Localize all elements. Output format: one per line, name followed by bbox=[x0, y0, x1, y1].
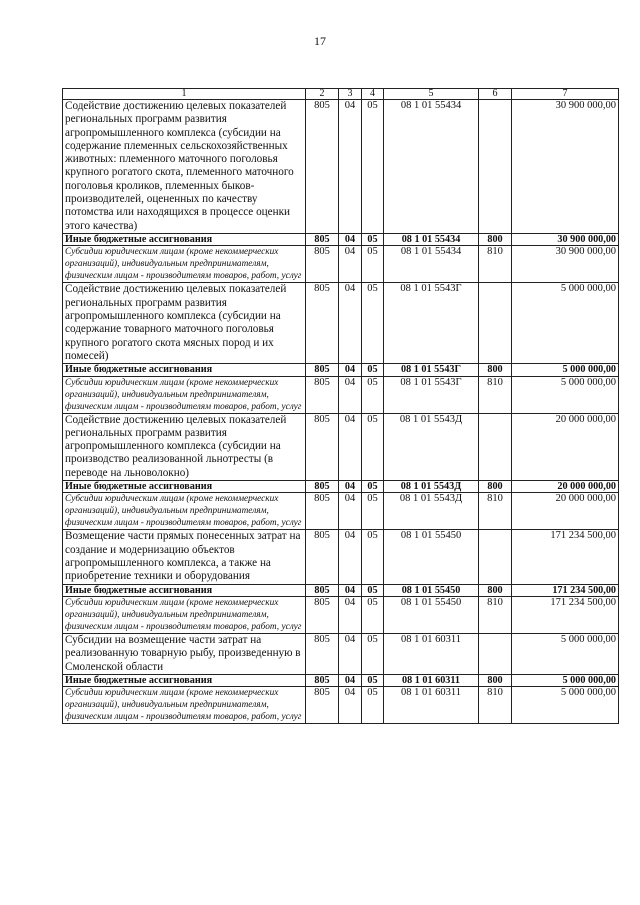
column-header-row bbox=[63, 89, 619, 100]
subsection-code-cell: 05 bbox=[362, 481, 384, 493]
amount-cell: 5 000 000,00 bbox=[512, 634, 619, 675]
section-code-cell: 04 bbox=[339, 687, 362, 724]
column-header: 3 bbox=[339, 89, 362, 100]
subsidy-row bbox=[63, 493, 619, 530]
section-code-cell: 04 bbox=[339, 100, 362, 234]
target-article-cell: 08 1 01 55434 bbox=[384, 233, 479, 245]
expense-item-row bbox=[63, 100, 619, 234]
subsection-code-cell: 05 bbox=[362, 413, 384, 480]
expense-type-cell bbox=[479, 413, 512, 480]
ministry-code-cell: 805 bbox=[306, 283, 339, 364]
description-cell: Субсидии юридическим лицам (кроме некоммерческих организаций), индивидуальным предпринимателям, физическим лицам - производителям товаров, работ, услуг bbox=[63, 493, 306, 530]
target-article-cell: 08 1 01 5543Д bbox=[384, 413, 479, 480]
target-article-cell: 08 1 01 60311 bbox=[384, 634, 479, 675]
target-article-cell: 08 1 01 60311 bbox=[384, 687, 479, 724]
section-code-cell: 04 bbox=[339, 530, 362, 584]
column-header: 6 bbox=[479, 89, 512, 100]
expense-type-cell: 810 bbox=[479, 376, 512, 413]
description-cell: Содействие достижению целевых показателей региональных программ развития агропромышленного комплекса (субсидии на содержание племенных сельскохозяйственных животных: племенного маточного поголовья крупного рогатого скота, племенного маточного поголовья кроликов, племенных быков-производителей, оцененных по качеству потомства или находящихся в процессе оценки этого качества) bbox=[63, 100, 306, 234]
target-article-cell: 08 1 01 5543Д bbox=[384, 481, 479, 493]
subsection-code-cell: 05 bbox=[362, 246, 384, 283]
description-cell: Субсидии юридическим лицам (кроме некоммерческих организаций), индивидуальным предпринимателям, физическим лицам - производителям товаров, работ, услуг bbox=[63, 597, 306, 634]
expense-type-cell bbox=[479, 283, 512, 364]
expense-type-cell: 810 bbox=[479, 493, 512, 530]
target-article-cell: 08 1 01 55434 bbox=[384, 100, 479, 234]
amount-cell: 171 234 500,00 bbox=[512, 584, 619, 596]
ministry-code-cell: 805 bbox=[306, 597, 339, 634]
section-code-cell: 04 bbox=[339, 584, 362, 596]
other-allocations-row bbox=[63, 481, 619, 493]
expense-type-cell bbox=[479, 530, 512, 584]
ministry-code-cell: 805 bbox=[306, 530, 339, 584]
description-cell: Иные бюджетные ассигнования bbox=[63, 584, 306, 596]
other-allocations-row bbox=[63, 584, 619, 596]
description-cell: Субсидии на возмещение части затрат на реализованную товарную рыбу, произведенную в Смоленской области bbox=[63, 634, 306, 675]
column-header: 5 bbox=[384, 89, 479, 100]
description-cell: Иные бюджетные ассигнования bbox=[63, 674, 306, 686]
amount-cell: 30 900 000,00 bbox=[512, 246, 619, 283]
subsidy-row bbox=[63, 597, 619, 634]
column-header: 7 bbox=[512, 89, 619, 100]
subsidy-row bbox=[63, 687, 619, 724]
section-code-cell: 04 bbox=[339, 597, 362, 634]
section-code-cell: 04 bbox=[339, 364, 362, 376]
subsection-code-cell: 05 bbox=[362, 674, 384, 686]
amount-cell: 30 900 000,00 bbox=[512, 233, 619, 245]
column-header: 2 bbox=[306, 89, 339, 100]
column-header: 4 bbox=[362, 89, 384, 100]
section-code-cell: 04 bbox=[339, 376, 362, 413]
ministry-code-cell: 805 bbox=[306, 246, 339, 283]
amount-cell: 30 900 000,00 bbox=[512, 100, 619, 234]
other-allocations-row bbox=[63, 674, 619, 686]
target-article-cell: 08 1 01 55450 bbox=[384, 597, 479, 634]
other-allocations-row bbox=[63, 233, 619, 245]
target-article-cell: 08 1 01 60311 bbox=[384, 674, 479, 686]
subsection-code-cell: 05 bbox=[362, 233, 384, 245]
expense-type-cell: 800 bbox=[479, 364, 512, 376]
description-cell: Содействие достижению целевых показателей региональных программ развития агропромышленного комплекса (субсидии на производство реализованной льнотресты (в переводе на льноволокно) bbox=[63, 413, 306, 480]
ministry-code-cell: 805 bbox=[306, 584, 339, 596]
subsection-code-cell: 05 bbox=[362, 687, 384, 724]
ministry-code-cell: 805 bbox=[306, 100, 339, 234]
expense-type-cell: 800 bbox=[479, 674, 512, 686]
expense-type-cell: 810 bbox=[479, 246, 512, 283]
ministry-code-cell: 805 bbox=[306, 364, 339, 376]
amount-cell: 5 000 000,00 bbox=[512, 376, 619, 413]
expense-item-row bbox=[63, 634, 619, 675]
budget-table bbox=[62, 88, 619, 724]
section-code-cell: 04 bbox=[339, 634, 362, 675]
description-cell: Содействие достижению целевых показателей региональных программ развития агропромышленного комплекса (субсидии на содержание товарного маточного поголовья крупного рогатого скота мясных пород и их помесей) bbox=[63, 283, 306, 364]
ministry-code-cell: 805 bbox=[306, 376, 339, 413]
target-article-cell: 08 1 01 55450 bbox=[384, 530, 479, 584]
target-article-cell: 08 1 01 55434 bbox=[384, 246, 479, 283]
expense-type-cell bbox=[479, 634, 512, 675]
subsection-code-cell: 05 bbox=[362, 584, 384, 596]
amount-cell: 20 000 000,00 bbox=[512, 413, 619, 480]
amount-cell: 5 000 000,00 bbox=[512, 674, 619, 686]
expense-item-row bbox=[63, 283, 619, 364]
section-code-cell: 04 bbox=[339, 413, 362, 480]
page-number: 17 bbox=[314, 34, 326, 48]
expense-item-row bbox=[63, 530, 619, 584]
expense-type-cell: 800 bbox=[479, 584, 512, 596]
ministry-code-cell: 805 bbox=[306, 634, 339, 675]
subsidy-row bbox=[63, 246, 619, 283]
section-code-cell: 04 bbox=[339, 674, 362, 686]
amount-cell: 5 000 000,00 bbox=[512, 687, 619, 724]
description-cell: Иные бюджетные ассигнования bbox=[63, 364, 306, 376]
expense-type-cell: 800 bbox=[479, 481, 512, 493]
ministry-code-cell: 805 bbox=[306, 493, 339, 530]
subsection-code-cell: 05 bbox=[362, 597, 384, 634]
column-header: 1 bbox=[63, 89, 306, 100]
expense-type-cell: 810 bbox=[479, 687, 512, 724]
subsection-code-cell: 05 bbox=[362, 634, 384, 675]
subsection-code-cell: 05 bbox=[362, 100, 384, 234]
description-cell: Субсидии юридическим лицам (кроме некоммерческих организаций), индивидуальным предпринимателям, физическим лицам - производителям товаров, работ, услуг bbox=[63, 246, 306, 283]
target-article-cell: 08 1 01 5543Г bbox=[384, 364, 479, 376]
description-cell: Субсидии юридическим лицам (кроме некоммерческих организаций), индивидуальным предпринимателям, физическим лицам - производителям товаров, работ, услуг bbox=[63, 687, 306, 724]
section-code-cell: 04 bbox=[339, 246, 362, 283]
amount-cell: 171 234 500,00 bbox=[512, 530, 619, 584]
expense-item-row bbox=[63, 413, 619, 480]
ministry-code-cell: 805 bbox=[306, 413, 339, 480]
ministry-code-cell: 805 bbox=[306, 687, 339, 724]
expense-type-cell: 800 bbox=[479, 233, 512, 245]
ministry-code-cell: 805 bbox=[306, 233, 339, 245]
target-article-cell: 08 1 01 5543Г bbox=[384, 283, 479, 364]
amount-cell: 171 234 500,00 bbox=[512, 597, 619, 634]
description-cell: Иные бюджетные ассигнования bbox=[63, 233, 306, 245]
expense-type-cell bbox=[479, 100, 512, 234]
target-article-cell: 08 1 01 55450 bbox=[384, 584, 479, 596]
subsection-code-cell: 05 bbox=[362, 493, 384, 530]
subsection-code-cell: 05 bbox=[362, 376, 384, 413]
description-cell: Возмещение части прямых понесенных затрат на создание и модернизацию объектов агропромышленного комплекса, а также на приобретение техники и оборудования bbox=[63, 530, 306, 584]
expense-type-cell: 810 bbox=[479, 597, 512, 634]
subsection-code-cell: 05 bbox=[362, 283, 384, 364]
description-cell: Субсидии юридическим лицам (кроме некоммерческих организаций), индивидуальным предпринимателям, физическим лицам - производителям товаров, работ, услуг bbox=[63, 376, 306, 413]
other-allocations-row bbox=[63, 364, 619, 376]
amount-cell: 20 000 000,00 bbox=[512, 481, 619, 493]
amount-cell: 20 000 000,00 bbox=[512, 493, 619, 530]
ministry-code-cell: 805 bbox=[306, 481, 339, 493]
subsection-code-cell: 05 bbox=[362, 364, 384, 376]
subsection-code-cell: 05 bbox=[362, 530, 384, 584]
target-article-cell: 08 1 01 5543Д bbox=[384, 493, 479, 530]
ministry-code-cell: 805 bbox=[306, 674, 339, 686]
section-code-cell: 04 bbox=[339, 283, 362, 364]
amount-cell: 5 000 000,00 bbox=[512, 364, 619, 376]
description-cell: Иные бюджетные ассигнования bbox=[63, 481, 306, 493]
section-code-cell: 04 bbox=[339, 233, 362, 245]
target-article-cell: 08 1 01 5543Г bbox=[384, 376, 479, 413]
amount-cell: 5 000 000,00 bbox=[512, 283, 619, 364]
section-code-cell: 04 bbox=[339, 481, 362, 493]
subsidy-row bbox=[63, 376, 619, 413]
section-code-cell: 04 bbox=[339, 493, 362, 530]
